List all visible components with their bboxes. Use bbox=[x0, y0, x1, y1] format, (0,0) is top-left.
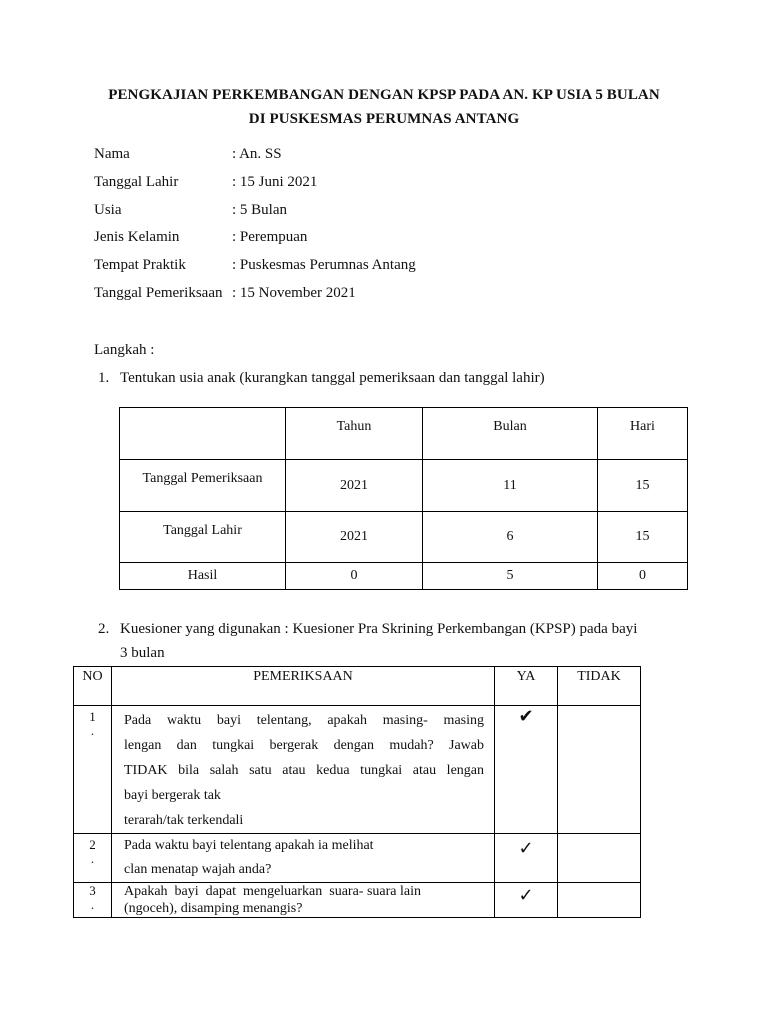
kpsp-header-tidak: TIDAK bbox=[558, 667, 641, 706]
age-cell-hari: 15 bbox=[598, 512, 688, 563]
kpsp-question bbox=[112, 834, 495, 883]
table-row bbox=[120, 563, 688, 590]
step-1 bbox=[98, 370, 545, 387]
kpsp-question-line: Pada waktu bayi telentang apakah ia melihat bbox=[124, 838, 374, 853]
kpsp-header-ya: YA bbox=[495, 667, 558, 706]
langkah-label: Langkah : bbox=[94, 342, 155, 358]
info-value-tanggal-pemeriksaan: : 15 November 2021 bbox=[232, 285, 356, 301]
kpsp-no-dot: . bbox=[90, 897, 95, 912]
table-row bbox=[74, 706, 641, 834]
age-header-blank bbox=[120, 408, 286, 460]
kpsp-question bbox=[112, 883, 495, 918]
info-value-usia: : 5 Bulan bbox=[232, 202, 287, 218]
table-row bbox=[74, 834, 641, 883]
age-cell-bulan: 6 bbox=[423, 512, 598, 563]
table-row bbox=[120, 460, 688, 512]
kpsp-no-cell bbox=[74, 706, 112, 834]
age-cell-tahun: 2021 bbox=[286, 460, 423, 512]
age-row-label: Tanggal Lahir bbox=[120, 512, 286, 563]
kpsp-ya-cell bbox=[495, 883, 558, 918]
kpsp-question-line: (ngoceh), disamping menangis? bbox=[124, 901, 303, 916]
kpsp-header-no: NO bbox=[74, 667, 112, 706]
kpsp-no: 2 bbox=[89, 837, 96, 852]
kpsp-no: 1 bbox=[89, 709, 96, 724]
document-title: PENGKAJIAN PERKEMBANGAN DENGAN KPSP PADA AN. KP USIA 5 BULAN bbox=[108, 87, 660, 103]
step-2-text-cont: 3 bulan bbox=[120, 645, 165, 661]
info-label-tempat-praktik: Tempat Praktik bbox=[94, 257, 186, 273]
kpsp-tidak-cell bbox=[558, 883, 641, 918]
kpsp-no-cell bbox=[74, 883, 112, 918]
kpsp-question-line: Pada waktu bayi telentang, apakah masing- masing bbox=[124, 713, 484, 728]
kpsp-no-dot: . bbox=[90, 851, 95, 866]
step-1-text: Tentukan usia anak (kurangkan tanggal pemeriksaan dan tanggal lahir) bbox=[120, 370, 545, 386]
kpsp-question-line: terarah/tak terkendali bbox=[124, 813, 244, 828]
age-table bbox=[119, 407, 688, 590]
kpsp-tidak-cell bbox=[558, 706, 641, 834]
table-row bbox=[120, 408, 688, 460]
info-label-tanggal-lahir: Tanggal Lahir bbox=[94, 174, 179, 190]
kpsp-question-line: bayi bergerak tak bbox=[124, 788, 221, 803]
step-2 bbox=[98, 617, 668, 665]
age-cell-hari: 0 bbox=[598, 563, 688, 590]
age-row-label: Tanggal Pemeriksaan bbox=[120, 460, 286, 512]
check-icon: ✔ bbox=[518, 706, 534, 727]
kpsp-question bbox=[112, 706, 495, 834]
kpsp-question-line: Apakah bayi dapat mengeluarkan suara- suara lain bbox=[124, 884, 421, 899]
kpsp-question-line: clan menatap wajah anda? bbox=[124, 862, 272, 877]
info-label-usia: Usia bbox=[94, 202, 122, 218]
table-row bbox=[74, 883, 641, 918]
document-subtitle: DI PUSKESMAS PERUMNAS ANTANG bbox=[248, 111, 520, 127]
age-cell-hari: 15 bbox=[598, 460, 688, 512]
kpsp-ya-cell bbox=[495, 834, 558, 883]
table-row bbox=[74, 667, 641, 706]
kpsp-header-pemeriksaan: PEMERIKSAAN bbox=[112, 667, 495, 706]
step-2-number: 2. bbox=[98, 621, 110, 637]
kpsp-tidak-cell bbox=[558, 834, 641, 883]
kpsp-no-cell bbox=[74, 834, 112, 883]
info-label-jenis-kelamin: Jenis Kelamin bbox=[94, 229, 180, 245]
age-row-label: Hasil bbox=[120, 563, 286, 590]
kpsp-question-line: TIDAK bila salah satu atau kedua tungkai atau lengan bbox=[124, 763, 484, 778]
kpsp-table bbox=[73, 666, 641, 918]
age-cell-bulan: 5 bbox=[423, 563, 598, 590]
kpsp-question-line: lengan dan tungkai bergerak dengan mudah? Jawab bbox=[124, 738, 484, 753]
kpsp-ya-cell bbox=[495, 706, 558, 834]
age-cell-tahun: 0 bbox=[286, 563, 423, 590]
info-value-jenis-kelamin: : Perempuan bbox=[232, 229, 308, 245]
kpsp-no: 3 bbox=[89, 883, 96, 898]
info-value-tanggal-lahir: : 15 Juni 2021 bbox=[232, 174, 318, 190]
check-icon: ✓ bbox=[518, 885, 534, 906]
table-row bbox=[120, 512, 688, 563]
kpsp-no-dot: . bbox=[90, 723, 95, 738]
info-label-nama: Nama bbox=[94, 146, 130, 162]
info-label-tanggal-pemeriksaan: Tanggal Pemeriksaan bbox=[94, 285, 223, 301]
step-1-number: 1. bbox=[98, 370, 110, 386]
age-header-bulan: Bulan bbox=[423, 408, 598, 460]
age-cell-tahun: 2021 bbox=[286, 512, 423, 563]
age-header-hari: Hari bbox=[598, 408, 688, 460]
age-cell-bulan: 11 bbox=[423, 460, 598, 512]
info-value-nama: : An. SS bbox=[232, 146, 282, 162]
age-header-tahun: Tahun bbox=[286, 408, 423, 460]
info-value-tempat-praktik: : Puskesmas Perumnas Antang bbox=[232, 257, 416, 273]
step-2-text: Kuesioner yang digunakan : Kuesioner Pra Skrining Perkembangan (KPSP) pada bayi bbox=[120, 621, 638, 637]
check-icon: ✓ bbox=[518, 838, 534, 859]
